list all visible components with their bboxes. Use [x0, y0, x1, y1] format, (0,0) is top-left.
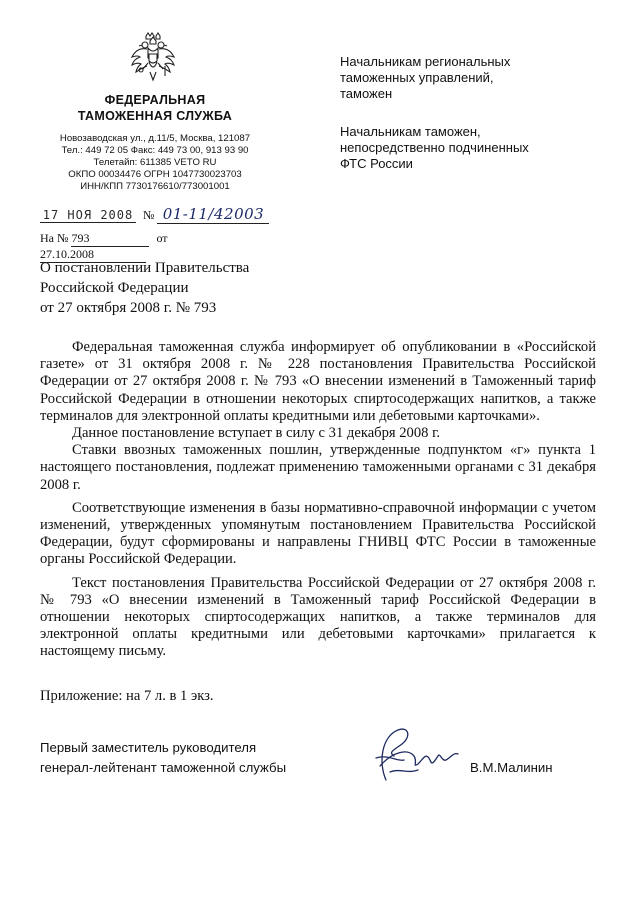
org-name-line2: ТАМОЖЕННАЯ СЛУЖБА [77, 109, 233, 123]
addressee-line: Начальникам таможен, [340, 124, 481, 139]
handwritten-signature-icon [368, 722, 468, 792]
body-paragraph: Соответствующие изменения в базы нормативно-справочной информации с учетом изменений, утвержденных упомянутым постановлением Правительства Российской Федерации, будут сформированы и направлены ГНИВЦ ФТС России в таможенные органы Российской Федерации. [40, 499, 596, 568]
outgoing-number: 01-11/42003 [157, 205, 269, 224]
body-paragraph: Ставки ввозных таможенных пошлин, утвержденные подпунктом «г» пункта 1 настоящего постановления, подлежат применению таможенными органами с 31 декабря 2008 г. [40, 442, 596, 493]
subject-line: от 27 октября 2008 г. № 793 [40, 300, 217, 316]
org-name-line1: ФЕДЕРАЛЬНАЯ [104, 93, 206, 107]
okpo-line: ОКПО 00034476 ОГРН 1047730023703 [68, 169, 242, 180]
body-paragraph: Данное постановление вступает в силу с 31 декабря 2008 г. [72, 425, 441, 442]
letterhead-contacts [40, 133, 270, 193]
ref-label: На № [40, 231, 69, 245]
ref-number: 793 [71, 231, 149, 247]
subject-line: О постановлении Правительства [40, 260, 250, 276]
ref-date: 27.10.2008 [40, 247, 146, 263]
addressee-line: таможенных управлений, [340, 70, 494, 85]
phone-line: Тел.: 449 72 05 Факс: 449 73 00, 913 93 90 [61, 145, 249, 156]
organization-name [40, 92, 270, 124]
body-paragraph: Текст постановления Правительства Российской Федерации от 27 октября 2008 г. № 793 «О внесении изменений в Таможенный тариф Российской Федерации в отношении некоторых спиртосодержащих напитков, а также терминалов для электронной оплаты кредитными или дебетовыми карточками» прилагается к настоящему письму. [40, 574, 596, 660]
addressee-line: таможен [340, 86, 393, 101]
outgoing-registration [40, 205, 270, 224]
addressee-block-1 [340, 54, 620, 102]
letter-body [40, 339, 596, 667]
addressee-line: ФТС России [340, 156, 413, 171]
addressee-line: Начальникам региональных [340, 54, 511, 69]
signatory-name: В.М.Малинин [470, 760, 553, 775]
signatory-title [40, 738, 360, 778]
addressee-line: непосредственно подчиненных [340, 140, 529, 155]
inn-line: ИНН/КПП 7730176610/773001001 [80, 181, 230, 192]
outgoing-date-stamp: 17 НОЯ 2008 [40, 208, 136, 223]
number-label: № [143, 208, 155, 222]
signatory-title-line2: генерал-лейтенант таможенной службы [40, 760, 287, 775]
letter-subject [40, 258, 340, 318]
addressee-block-2 [340, 124, 620, 172]
double-headed-eagle-emblem-icon [130, 32, 176, 88]
address-line: Новозаводская ул., д.11/5, Москва, 121087 [59, 133, 251, 144]
body-paragraph: Федеральная таможенная служба информирует об опубликовании в «Российской газете» от 31 октября 2008 г. № 228 постановления Правительства Российской Федерации от 27 октября 2008 г. № 793 «О внесении изменений в Таможенный тариф Российской Федерации в отношении некоторых спиртосодержащих напитков, а также терминалов для электронной оплаты кредитными или дебетовыми карточками». [40, 339, 596, 424]
subject-line: Российской Федерации [40, 280, 189, 296]
signatory-title-line1: Первый заместитель руководителя [40, 740, 257, 755]
attachment-note: Приложение: на 7 л. в 1 экз. [40, 688, 214, 704]
teletype-line: Телетайп: 611385 VETO RU [93, 157, 217, 168]
ref-from-label: от [156, 231, 168, 245]
